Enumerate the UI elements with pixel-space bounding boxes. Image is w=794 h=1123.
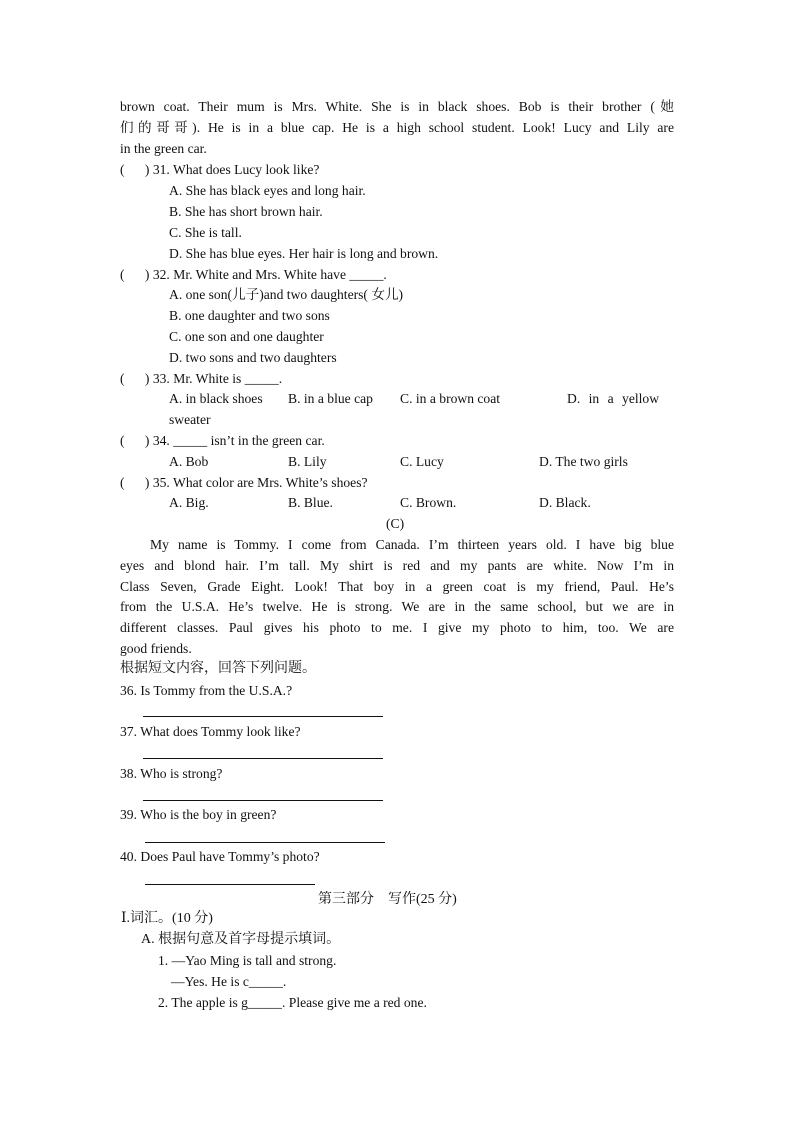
question-34-option-c: C. Lucy xyxy=(400,454,444,469)
question-38: 38. Who is strong? xyxy=(120,766,223,781)
answer-line-39[interactable] xyxy=(145,842,385,843)
passage-c-line-5: different classes. Paul gives his photo to me. I give my photo to him, too. We are xyxy=(120,620,674,635)
vocabulary-section-title: Ⅰ.词汇。(10 分) xyxy=(121,911,213,926)
question-34-stem: ( ) 34. _____ isn’t in the green car. xyxy=(120,433,325,448)
question-32-option-a: A. one son(儿子)and two daughters( 女儿) xyxy=(169,287,404,302)
question-39: 39. Who is the boy in green? xyxy=(120,807,277,822)
passage-c-line-1: My name is Tommy. I come from Canada. I’m thirteen years old. I have big blue xyxy=(150,537,674,552)
answer-line-36[interactable] xyxy=(143,716,383,717)
section-c-heading: (C) xyxy=(386,516,405,531)
question-33-option-c: C. in a brown coat xyxy=(400,391,501,406)
question-35-stem: ( ) 35. What color are Mrs. White’s shoes? xyxy=(120,475,368,490)
question-32-option-c: C. one son and one daughter xyxy=(169,329,324,344)
passage-b-line-1: brown coat. Their mum is Mrs. White. She is in black shoes. Bob is their brother (她 xyxy=(120,99,674,114)
answer-line-40[interactable] xyxy=(145,884,315,885)
question-33-option-d-continued: sweater xyxy=(169,412,211,427)
question-33-option-a: A. in black shoes xyxy=(169,391,263,406)
question-34-option-b: B. Lily xyxy=(288,454,327,469)
passage-b-line-2: 们的哥哥). He is in a blue cap. He is a high school student. Look! Lucy and Lily are xyxy=(120,120,674,135)
vocabulary-item-1-line-2: —Yes. He is c_____. xyxy=(171,974,287,989)
question-35-option-d: D. Black. xyxy=(539,495,591,510)
question-35-option-a: A. Big. xyxy=(169,495,209,510)
question-33-stem: ( ) 33. Mr. White is _____. xyxy=(120,371,283,386)
passage-b-line-3: in the green car. xyxy=(120,141,207,156)
question-34-option-a: A. Bob xyxy=(169,454,209,469)
question-34-option-d: D. The two girls xyxy=(539,454,628,469)
question-32-stem: ( ) 32. Mr. White and Mrs. White have _____. xyxy=(120,267,387,282)
question-32-option-b: B. one daughter and two sons xyxy=(169,308,330,323)
vocabulary-part-a-instruction: A. 根据句意及首字母提示填词。 xyxy=(141,932,341,947)
question-33-option-b: B. in a blue cap xyxy=(288,391,373,406)
answer-line-37[interactable] xyxy=(143,758,383,759)
question-33-option-d: D. in a yellow xyxy=(567,391,660,406)
question-31-option-c: C. She is tall. xyxy=(169,225,242,240)
vocabulary-item-2: 2. The apple is g_____. Please give me a red one. xyxy=(158,995,427,1010)
question-35-option-b: B. Blue. xyxy=(288,495,333,510)
question-36: 36. Is Tommy from the U.S.A.? xyxy=(120,683,293,698)
passage-c-line-2: eyes and blond hair. I’m tall. My shirt is red and my pants are white. Now I’m in xyxy=(120,558,674,573)
passage-c-line-6: good friends. xyxy=(120,641,192,656)
question-35-option-c: C. Brown. xyxy=(400,495,457,510)
question-32-option-d: D. two sons and two daughters xyxy=(169,350,337,365)
question-31-option-b: B. She has short brown hair. xyxy=(169,204,323,219)
part-3-title: 第三部分 写作(25 分) xyxy=(318,892,457,907)
answer-line-38[interactable] xyxy=(143,800,383,801)
question-31-option-a: A. She has black eyes and long hair. xyxy=(169,183,366,198)
question-40: 40. Does Paul have Tommy’s photo? xyxy=(120,849,320,864)
section-c-instruction: 根据短文内容，回答下列问题。 xyxy=(120,661,316,676)
passage-c-line-4: from the U.S.A. He’s twelve. He is strong. We are in the same school, but we are in xyxy=(120,599,674,614)
question-31-stem: ( ) 31. What does Lucy look like? xyxy=(120,162,320,177)
question-31-option-d: D. She has blue eyes. Her hair is long and brown. xyxy=(169,246,439,261)
vocabulary-item-1-line-1: 1. —Yao Ming is tall and strong. xyxy=(158,953,337,968)
question-37: 37. What does Tommy look like? xyxy=(120,724,301,739)
passage-c-line-3: Class Seven, Grade Eight. Look! That boy in a green coat is my friend, Paul. He’s xyxy=(120,579,674,594)
